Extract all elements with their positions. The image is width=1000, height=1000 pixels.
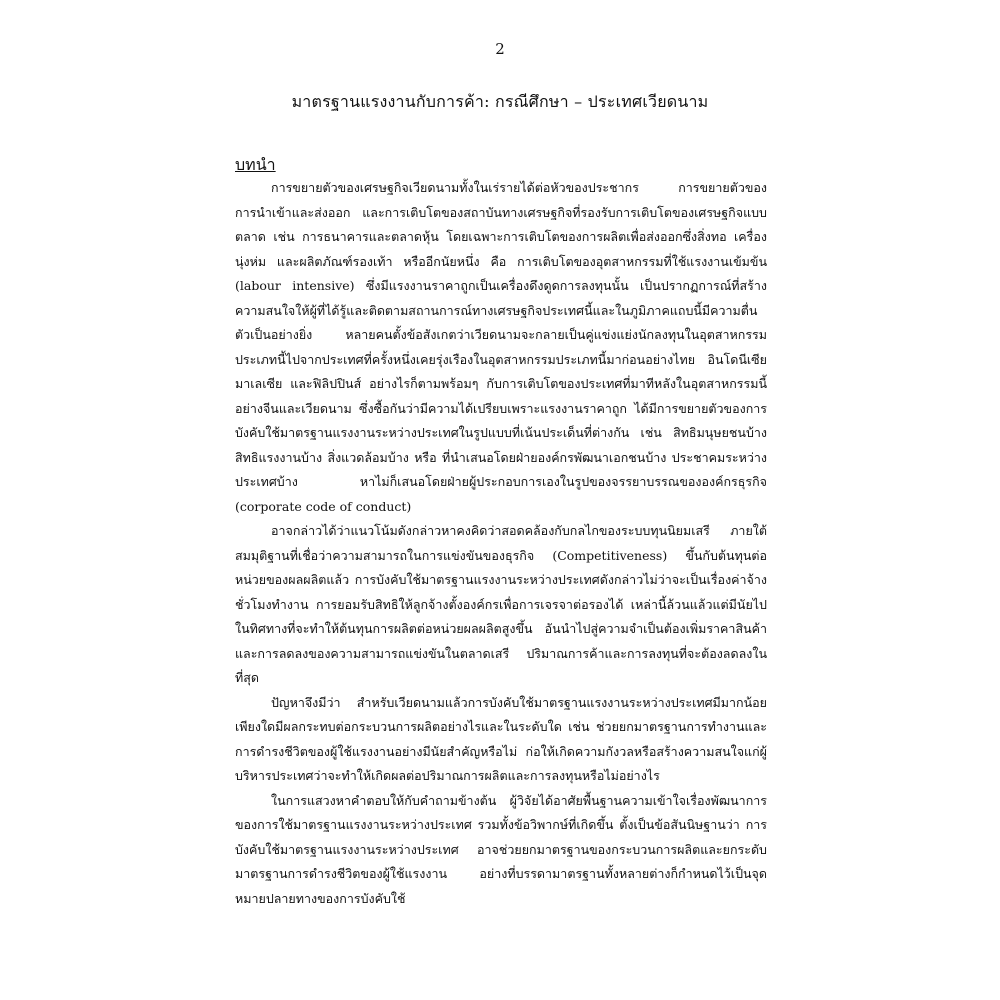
page-number: 2 [495,40,505,58]
paragraph-4: ในการแสวงหาคำตอบให้กับคำถามข้างต้น ผู้วิจัยได้อาศัยพื้นฐานความเข้าใจเรื่องพัฒนาการของการใช้มาตรฐานแรงงานระหว่างประเทศ รวมทั้งข้อวิพากษ์ที่เกิดขึ้น ตั้งเป็นข้อสันนิษฐานว่า การบังคับใช้มาตรฐานแรงงานระหว่างประเทศ อาจช่วยยกมาตรฐานของกระบวนการผลิตและยกระดับมาตรฐานการดำรงชีวิตของผู้ใช้แรงงาน อย่างที่บรรดามาตรฐานทั้งหลายต่างก็กำหนดไว้เป็นจุดหมายปลายทางของการบังคับใช้ [235,792,767,906]
paragraph-3: ปัญหาจึงมีว่า สำหรับเวียดนามแล้วการบังคับใช้มาตรฐานแรงงานระหว่างประเทศมีมากน้อยเพียงใดมีผลกระทบต่อกระบวนการผลิตอย่างไรและในระดับใด เช่น ช่วยยกมาตรฐานการทำงานและการดำรงชีวิตของผู้ใช้แรงงานอย่างมีนัยสำคัญหรือไม่ ก่อให้เกิดความกังวลหรือสร้างความสนใจแก่ผู้บริหารประเทศว่าจะทำให้เกิดผลต่อปริมาณการผลิตและการลงทุนหรือไม่อย่างไร [235,694,767,783]
paragraph-1: การขยายตัวของเศรษฐกิจเวียดนามทั้งในเร่รายได้ต่อหัวของประชากร การขยายตัวของการนำเข้าและส่งออก และการเติบโตของสถาบันทางเศรษฐกิจที่รองรับการเติบโตของเศรษฐกิจแบบตลาด เช่น การธนาคารและตลาดหุ้น โดยเฉพาะการเติบโตของการผลิตเพื่อส่งออกซึ่งสิ่งทอ เครื่องนุ่งห่ม และผลิตภัณฑ์รองเท้า หรืออีกนัยหนึ่ง คือ การเติบโตของอุตสาหกรรมที่ใช้แรงงานเข้มข้น (labour intensive) ซึ่งมีแรงงานราคาถูกเป็นเครื่องดึงดูดการลงทุนนั้น เป็นปรากฏการณ์ที่สร้างความสนใจให้ผู้ที่ได้รู้และติดตามสถานการณ์ทางเศรษฐกิจประเทศนี้และในภูมิภาคแถบนี้มีความตื่นตัวเป็นอย่างยิ่ง หลายคนตั้งข้อสังเกตว่าเวียดนามจะกลายเป็นคู่แข่งแย่งนักลงทุนในอุตสาหกรรมประเภทนี้ไปจากประเทศที่ครั้งหนึ่งเคยรุ่งเรืองในอุตสาหกรรมประเภทนี้มาก่อนอย่างไทย อินโดนีเซีย มาเลเซีย และฟิลิปปินส์ อย่างไรก็ตามพร้อมๆ กับการเติบโตของประเทศที่มาทีหลังในอุตสาหกรรมนี้อย่างจีนและเวียดนาม ซึ่งซื้อกันว่ามีความได้เปรียบเพราะแรงงานราคาถูก ได้มีการขยายตัวของการบังคับใช้มาตรฐานแรงงานระหว่างประเทศในรูปแบบที่เน้นประเด็นที่ต่างกัน เช่น สิทธิมนุษยชนบ้าง สิทธิแรงงานบ้าง สิ่งแวดล้อมบ้าง หรือ ที่นำเสนอโดยฝ่ายองค์กรพัฒนาเอกชนบ้าง ประชาคมระหว่างประเทศบ้าง หาไม่ก็เสนอโดยฝ่ายผู้ประกอบการเองในรูปของจรรยาบรรณขององค์กรธุรกิจ (corporate code of conduct) [235,180,767,514]
body-text [235,176,767,911]
section-heading: บทนำ [235,155,276,174]
paragraph-2: อาจกล่าวได้ว่าแนวโน้มดังกล่าวหาคงคิดว่าสอดคล้องกับกลไกของระบบทุนนิยมเสรี ภายใต้สมมุติฐานที่เชื่อว่าความสามารถในการแข่งขันของธุรกิจ (Competitiveness) ขึ้นกับต้นทุนต่อหน่วยของผลผลิตแล้ว การบังคับใช้มาตรฐานแรงงานระหว่างประเทศดังกล่าวไม่ว่าจะเป็นเรื่องค่าจ้าง ชั่วโมงทำงาน การยอมรับสิทธิให้ลูกจ้างตั้งองค์กรเพื่อการเจรจาต่อรองได้ เหล่านี้ล้วนแล้วแต่มีนัยไปในทิศทางที่จะทำให้ต้นทุนการผลิตต่อหน่วยผลผลิตสูงขึ้น อันนำไปสู่ความจำเป็นต้องเพิ่มราคาสินค้า และการลดลงของความสามารถแข่งขันในตลาดเสรี ปริมาณการค้าและการลงทุนที่จะต้องลดลงในที่สุด [235,523,767,685]
document-title: มาตรฐานแรงงานกับการค้า: กรณีศึกษา – ประเทศเวียดนาม [291,92,709,111]
